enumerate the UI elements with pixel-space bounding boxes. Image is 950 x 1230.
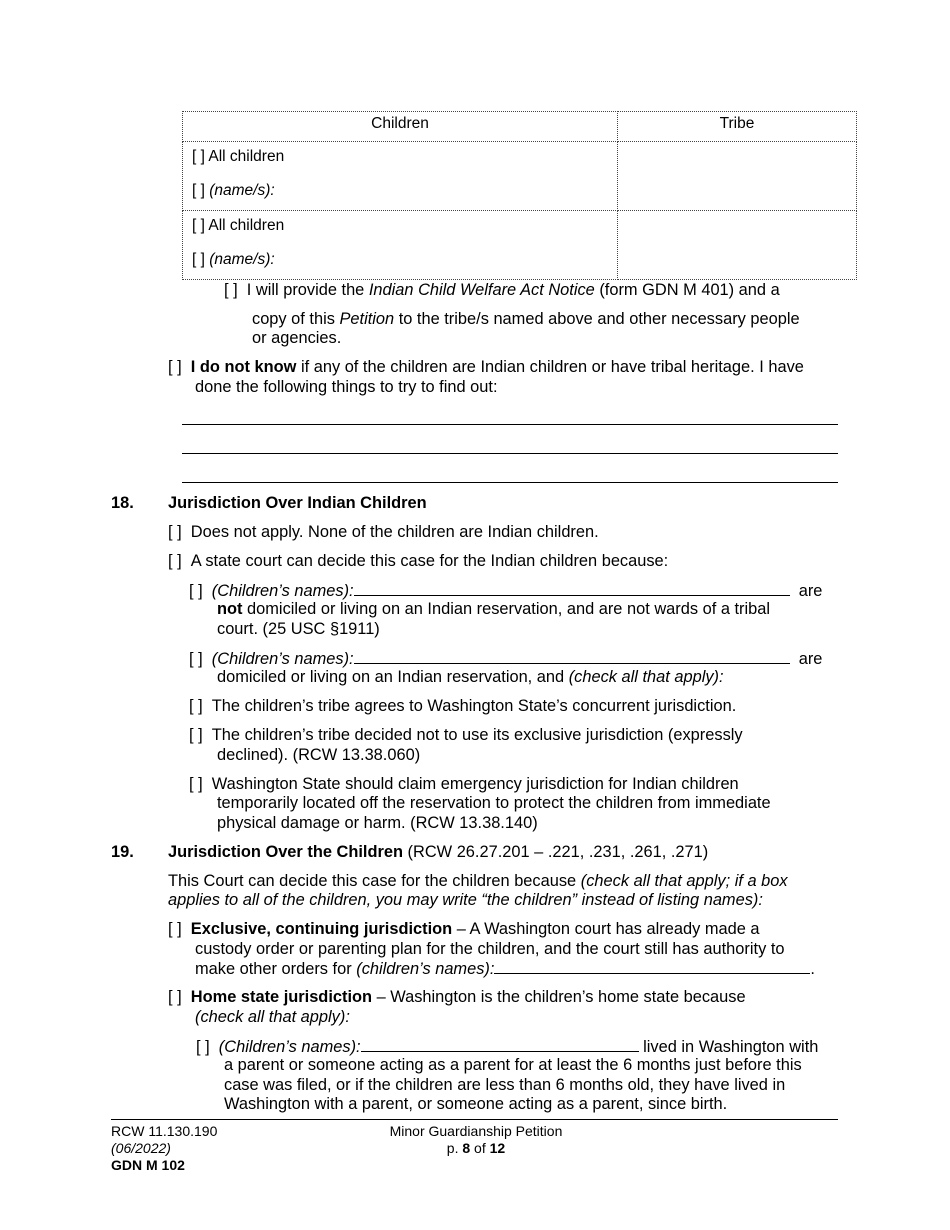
- checkbox[interactable]: [ ]: [192, 182, 205, 199]
- checkbox[interactable]: [ ]: [168, 920, 182, 938]
- all-children-label: All children: [208, 217, 285, 234]
- checkbox[interactable]: [ ]: [196, 1038, 210, 1056]
- emergency-option: [ ] Washington State should claim emergency jurisdiction for Indian children: [189, 775, 739, 793]
- checkbox[interactable]: [ ]: [168, 988, 182, 1006]
- emergency-line2: temporarily located off the reservation to protect the children from immediate: [217, 794, 771, 812]
- checkbox[interactable]: [ ]: [168, 523, 182, 541]
- header-tribe: Tribe: [618, 112, 857, 142]
- children-names-field[interactable]: [494, 959, 810, 974]
- children-cell: [183, 142, 618, 211]
- icwa-notice-line3: or agencies.: [252, 329, 342, 347]
- not-domiciled-line2: not domiciled or living on an Indian reservation, and are not wards of a tribal: [217, 600, 771, 618]
- footer-rcw: RCW 11.130.190: [111, 1123, 218, 1139]
- checkbox[interactable]: [ ]: [189, 775, 203, 793]
- section-19-number: 19.: [111, 843, 134, 861]
- names-label: (name/s):: [209, 182, 275, 199]
- checkbox[interactable]: [ ]: [224, 281, 238, 299]
- concurrent-option: [ ] The children’s tribe agrees to Washington State’s concurrent jurisdiction.: [189, 697, 737, 715]
- footer-title: Minor Guardianship Petition: [389, 1123, 563, 1139]
- lived-line2: a parent or someone acting as a parent for at least the 6 months just before this: [224, 1056, 802, 1074]
- answer-line[interactable]: [182, 453, 838, 454]
- exclusive-line2: custody order or parenting plan for the children, and the court still has authority to: [195, 940, 785, 958]
- checkbox[interactable]: [ ]: [189, 582, 203, 600]
- exclusive-jurisdiction-option: [ ] Exclusive, continuing jurisdiction – A Washington court has already made a: [168, 920, 760, 938]
- does-not-apply-option: [ ] Does not apply. None of the children are Indian children.: [168, 523, 599, 541]
- state-court-option: [ ] A state court can decide this case for the Indian children because:: [168, 552, 669, 570]
- checkbox[interactable]: [ ]: [192, 148, 205, 165]
- children-cell: [183, 211, 618, 280]
- declined-line2: declined). (RCW 13.38.060): [217, 746, 421, 764]
- all-children-label: All children: [208, 148, 285, 165]
- children-names-field[interactable]: [354, 581, 790, 596]
- checkbox[interactable]: [ ]: [189, 650, 203, 668]
- checkbox[interactable]: [ ]: [192, 251, 205, 268]
- checkbox[interactable]: [ ]: [192, 217, 205, 234]
- answer-line[interactable]: [182, 482, 838, 483]
- home-state-option: [ ] Home state jurisdiction – Washington is the children’s home state because: [168, 988, 746, 1006]
- children-tribe-table: [182, 111, 857, 280]
- checkbox[interactable]: [ ]: [189, 697, 203, 715]
- header-children: Children: [183, 112, 618, 142]
- domiciled-line2: domiciled or living on an Indian reservation, and (check all that apply):: [217, 668, 724, 686]
- lived-in-washington-option: [ ] (Children’s names): lived in Washington with: [196, 1038, 819, 1056]
- tribe-cell[interactable]: [618, 211, 857, 280]
- do-not-know-line2: done the following things to try to find out:: [195, 378, 498, 396]
- icwa-notice-line2: copy of this Petition to the tribe/s named above and other necessary people: [252, 310, 800, 328]
- table-header-row: [183, 112, 857, 142]
- checkbox[interactable]: [ ]: [189, 726, 203, 744]
- not-domiciled-line3: court. (25 USC §1911): [217, 620, 380, 638]
- emergency-line3: physical damage or harm. (RCW 13.38.140): [217, 814, 538, 832]
- lived-line4: Washington with a parent, or someone acting as a parent, since birth.: [224, 1095, 728, 1113]
- section-18-title: Jurisdiction Over Indian Children: [168, 494, 427, 512]
- children-names-field[interactable]: [361, 1037, 639, 1052]
- section-19-intro-line2: applies to all of the children, you may write “the children” instead of listing names):: [168, 891, 763, 909]
- domiciled-option: [ ] (Children’s names): are: [189, 650, 823, 668]
- declined-option: [ ] The children’s tribe decided not to use its exclusive jurisdiction (expressly: [189, 726, 743, 744]
- children-names-field[interactable]: [354, 649, 790, 664]
- footer-divider: [111, 1119, 838, 1120]
- not-domiciled-option: [ ] (Children’s names): are: [189, 582, 823, 600]
- table-row: [183, 211, 857, 280]
- section-18-number: 18.: [111, 494, 134, 512]
- footer-form-number: GDN M 102: [111, 1157, 185, 1173]
- section-19-title: Jurisdiction Over the Children (RCW 26.27.201 – .221, .231, .261, .271): [168, 843, 709, 861]
- do-not-know-line1: [ ] I do not know if any of the children are Indian children or have tribal heritage. I have: [168, 358, 804, 376]
- checkbox[interactable]: [ ]: [168, 358, 182, 376]
- section-19-intro-line1: This Court can decide this case for the children because (check all that apply; if a box: [168, 872, 788, 890]
- tribe-cell[interactable]: [618, 142, 857, 211]
- answer-line[interactable]: [182, 424, 838, 425]
- exclusive-line3: make other orders for (children’s names): .: [195, 960, 815, 978]
- home-state-line2: (check all that apply):: [195, 1008, 350, 1026]
- footer-page-number: p. 8 of 12: [446, 1140, 506, 1156]
- footer-date: (06/2022): [111, 1140, 171, 1156]
- names-label: (name/s):: [209, 251, 275, 268]
- checkbox[interactable]: [ ]: [168, 552, 182, 570]
- lived-line3: case was filed, or if the children are less than 6 months old, they have lived in: [224, 1076, 786, 1094]
- table-row: [183, 142, 857, 211]
- icwa-notice-line1: [ ] I will provide the Indian Child Welfare Act Notice (form GDN M 401) and a: [224, 281, 780, 299]
